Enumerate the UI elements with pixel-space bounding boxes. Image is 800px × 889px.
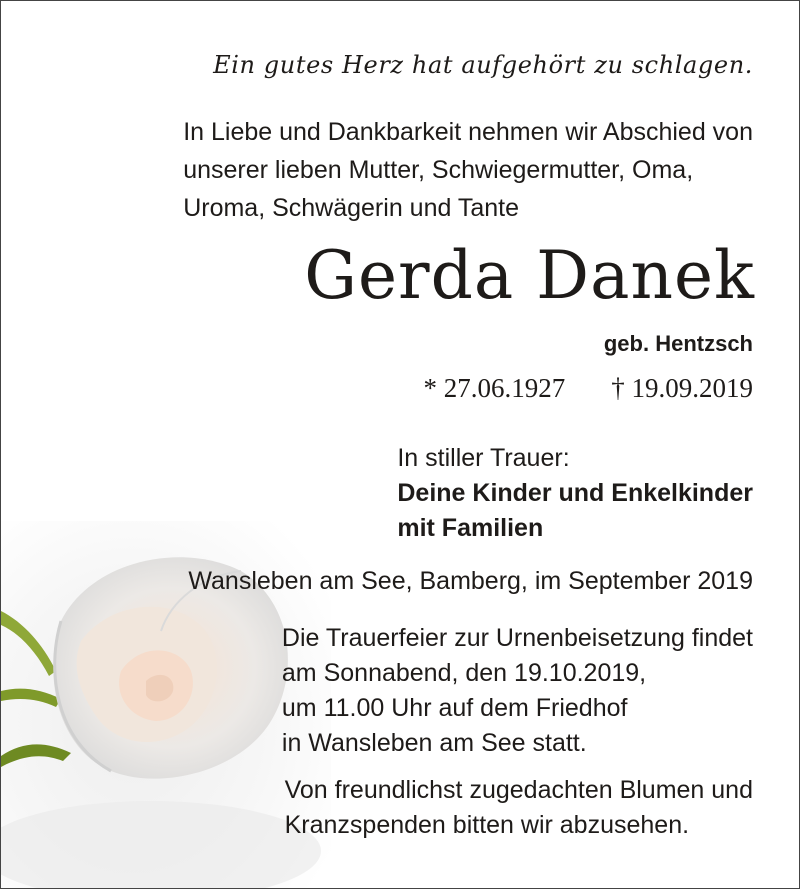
mourners-block (397, 441, 753, 546)
flowers-line: Von freundlichst zugedachten Blumen und (284, 776, 753, 804)
deceased-name: Gerda Danek (304, 237, 755, 314)
birth-name: geb. Hentzsch (603, 331, 753, 356)
place-date: Wansleben am See, Bamberg, im September 2019 (188, 567, 753, 595)
mourners-label: In stiller Trauer: (397, 444, 570, 472)
intro-line: Uroma, Schwägerin und Tante (183, 194, 520, 222)
ceremony-line: am Sonnabend, den 19.10.2019, (281, 659, 647, 687)
motto-text: Ein gutes Herz hat aufgehört zu schlagen. (213, 51, 753, 79)
ceremony-line: Die Trauerfeier zur Urnenbeisetzung findet (281, 624, 753, 652)
intro-paragraph (183, 113, 753, 227)
mourners-line: mit Familien (397, 514, 544, 542)
ceremony-line: um 11.00 Uhr auf dem Friedhof (281, 694, 628, 722)
birth-date: * 27.06.1927 (423, 373, 566, 403)
ceremony-line: in Wansleben am See statt. (281, 729, 587, 757)
intro-line: unserer lieben Mutter, Schwiegermutter, Oma, (183, 156, 694, 184)
flowers-paragraph (285, 773, 753, 843)
flowers-line: Kranzspenden bitten wir abzusehen. (284, 811, 690, 839)
mourners-line: Deine Kinder und Enkelkinder (397, 479, 753, 507)
intro-line: In Liebe und Dankbarkeit nehmen wir Abschied von (183, 118, 753, 146)
ceremony-paragraph (282, 621, 753, 761)
life-dates (424, 373, 754, 404)
death-date: † 19.09.2019 (611, 373, 753, 403)
